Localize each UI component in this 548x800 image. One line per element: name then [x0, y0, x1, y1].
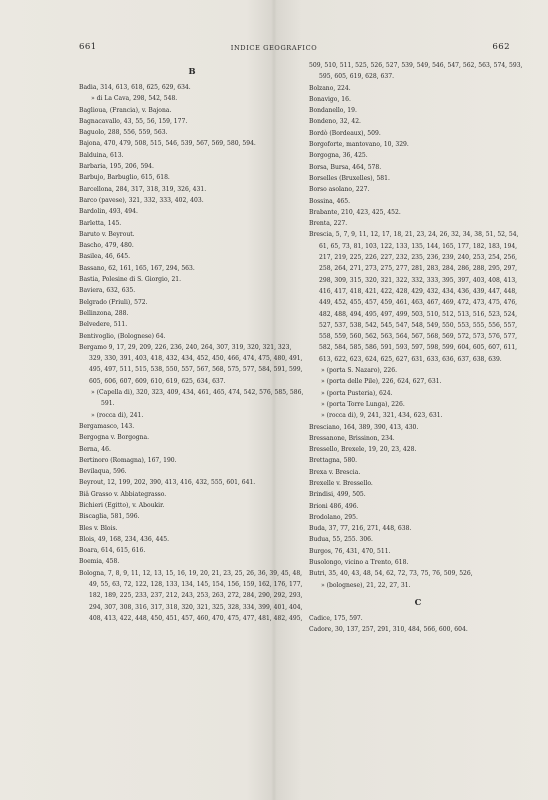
index-entry: Bondanello, 19.	[309, 107, 357, 115]
index-entry: Bergamo 9, 17, 29, 209, 226, 236, 240, 264, 307, 319, 320, 321, 323, 329, 330, 391, 403, 418, 432, 434, 452, 450, 466, 474, 475, 480, 491, 495, 497, 511, 515, 538, 550, 557, 567, 568, 575, 577, 584, 591, 599, 605, 606, 607, 609, 610, 619, 625, 634, 637.	[79, 343, 303, 385]
index-entry: Brettagna, 580.	[309, 457, 358, 465]
index-entry: Brescia, 5, 7, 9, 11, 12, 17, 18, 21, 23, 24, 26, 32, 34, 38, 51, 52, 54, 61, 65, 73, 81, 103, 122, 133, 135, 144, 165, 177, 182, 183, 194, 217, 219, 225, 226, 227, 232, 235, 236, 239, 240, 253, 254, 256, 258, 264, 271, 273, 275, 277, 281, 283, 284, 286, 288, 295, 297, 298, 309, 315, 320, 321, 322, 332, 333, 395, 397, 403, 408, 413, 416, 417, 418, 421, 422, 428, 429, 432, 434, 436, 439, 447, 448, 449, 452, 455, 457, 459, 461, 463, 467, 469, 472, 473, 475, 476, 482, 488, 494, 495, 497, 499, 503, 510, 512, 513, 516, 523, 524, 527, 537, 538, 542, 545, 547, 548, 549, 550, 553, 555, 556, 557, 558, 559, 560, 562, 563, 564, 567, 568, 569, 572, 573, 576, 577, 582, 584, 585, 586, 591, 593, 597, 598, 599, 604, 605, 607, 611, 613, 622, 623, 624, 625, 627, 631, 633, 636, 637, 638, 639.	[309, 231, 519, 363]
index-entry: Borgogna, 36, 425.	[309, 152, 368, 160]
right-entry-list-c	[309, 613, 527, 636]
index-entry: Bajona, 470, 479, 508, 515, 546, 539, 567, 569, 580, 594.	[79, 140, 256, 148]
index-entry: Bentivoglio, (Bolognese) 64.	[79, 332, 166, 340]
index-entry: Bertinoro (Romagna), 167, 190.	[79, 456, 177, 464]
index-subentry: » (porta delle Pile), 226, 624, 627, 631.	[321, 378, 442, 386]
index-subentry: » (rocca di), 241.	[91, 411, 144, 419]
index-entry: Brexelle v. Bressello.	[309, 479, 373, 487]
index-entry: Belvedere, 511.	[79, 321, 128, 329]
index-entry: Bascho, 479, 480.	[79, 242, 134, 250]
right-entry-list	[309, 60, 527, 591]
index-subentry: » (rocca di), 9, 241, 321, 434, 623, 631.	[321, 412, 443, 420]
index-subentry: » (Capella di), 320, 323, 409, 434, 461, 465, 474, 542, 576, 585, 586, 591.	[91, 389, 304, 408]
index-entry: Berna, 46.	[79, 445, 111, 453]
index-entry: Beyrout, 12, 199, 202, 390, 413, 416, 432, 555, 601, 641.	[79, 479, 256, 487]
index-entry: Brexa v. Brescia.	[309, 468, 361, 476]
section-letter-b: B	[188, 66, 196, 76]
index-entry: 509, 510, 511, 525, 526, 527, 539, 549, 546, 547, 562, 563, 574, 593, 595, 605, 619, 628, 637.	[309, 62, 523, 81]
index-entry: Bossina, 465.	[309, 197, 351, 205]
index-subentry: » di La Cava, 298, 542, 548.	[91, 95, 178, 103]
index-subentry: » (porta Torre Lunga), 226.	[321, 400, 405, 408]
index-entry: Busolongo, vicino a Trento, 618.	[309, 559, 409, 567]
index-entry: Bles v. Blois.	[79, 524, 118, 532]
page-number-right: 662	[492, 42, 510, 52]
index-entry: Bassano, 62, 161, 165, 167, 294, 563.	[79, 264, 195, 272]
index-entry: Budua, 55, 255. 306.	[309, 536, 373, 544]
index-entry: Bologna, 7, 8, 9, 11, 12, 13, 15, 16, 19, 20, 21, 23, 25, 26, 36, 39, 45, 48, 49, 55, 63, 72, 122, 128, 133, 134, 145, 154, 156, 159, 162, 176, 177, 182, 189, 225, 233, 237, 212, 243, 253, 263, 272, 284, 290, 292, 293, 294, 307, 308, 316, 317, 318, 320, 321, 325, 328, 334, 399, 401, 404, 408, 413, 422, 448, 450, 451, 457, 460, 470, 475, 477, 481, 482, 495,	[79, 569, 303, 622]
index-entry: Brabante, 210, 423, 425, 452.	[309, 208, 401, 216]
left-column	[79, 60, 305, 624]
index-entry: Burgos, 76, 431, 470, 511.	[309, 547, 391, 555]
index-entry: Borselles (Bruxelles), 581.	[309, 174, 390, 182]
index-entry: Barcellona, 284, 317, 318, 319, 326, 431.	[79, 185, 207, 193]
left-entry-list	[79, 82, 305, 624]
index-entry: Buda, 37, 77, 216, 271, 448, 638.	[309, 525, 412, 533]
index-entry: Barco (pavese), 321, 332, 333, 402, 403.	[79, 196, 204, 204]
index-subentry: » (porta Pusteria), 624.	[321, 389, 393, 397]
index-entry: Borgoforte, mantovano, 10, 329.	[309, 141, 409, 149]
index-entry: Brodolano, 295.	[309, 513, 358, 521]
index-entry: Belgrado (Friuli), 572.	[79, 298, 148, 306]
index-entry: Bressello, Brexele, 19, 20, 23, 428.	[309, 446, 417, 454]
index-entry: Bressanone, Brissinon, 234.	[309, 434, 395, 442]
section-letter-c: C	[414, 596, 422, 607]
index-entry: Balduina, 613.	[79, 151, 124, 159]
index-entry: Bresciano, 164, 389, 390, 413, 430.	[309, 423, 419, 431]
index-entry: Biâ Grasso v. Abbiategrasso.	[79, 490, 167, 498]
index-entry: Brioni 486, 496.	[309, 502, 359, 510]
index-entry: Baruto v. Beyrout.	[79, 230, 135, 238]
index-entry: Bondeno, 32, 42.	[309, 118, 361, 126]
index-entry: Basilea, 46, 645.	[79, 253, 131, 261]
right-column	[309, 60, 527, 636]
index-entry: Bichieri (Egitto), v. Aboukir.	[79, 501, 165, 509]
index-entry: Brenta, 227.	[309, 220, 348, 228]
index-entry: Boara, 614, 615, 616.	[79, 547, 146, 555]
index-entry: Badia, 314, 613, 618, 625, 629, 634.	[79, 84, 191, 91]
index-entry: Cadice, 175, 597.	[309, 614, 363, 622]
index-entry: Borso asolano, 227.	[309, 186, 370, 194]
page-number-left: 661	[79, 42, 97, 52]
index-entry: Bergogna v. Borgogna.	[79, 434, 150, 442]
index-subentry: » (porta S. Nazaro), 226.	[321, 367, 397, 375]
index-entry: Bagnacavallo, 43, 55, 56, 159, 177.	[79, 117, 188, 125]
index-entry: Bonavigo, 16.	[309, 95, 351, 103]
index-entry: Cadore, 30, 137, 257, 291, 310, 484, 566, 600, 604.	[309, 626, 468, 634]
index-entry: Bastia, Polesine di S. Giorgio, 21.	[79, 276, 182, 284]
index-subentry: » (bolognese), 21, 22, 27, 31.	[321, 581, 411, 589]
index-entry: Boemia, 458.	[79, 558, 120, 566]
running-title: INDICE GEOGRAFICO	[230, 44, 318, 52]
index-entry: Barbujo, Barbuglio, 615, 618.	[79, 174, 170, 182]
index-entry: Bardolin, 493, 494.	[79, 208, 138, 216]
index-entry: Bevilaqua, 596.	[79, 468, 127, 476]
index-entry: Baguolo, 288, 556, 559, 563.	[79, 129, 168, 137]
index-entry: Bellinzona, 288.	[79, 309, 129, 317]
index-entry: Borsa, Bursa, 464, 578.	[309, 163, 382, 171]
index-entry: Bordò (Bordeaux), 509.	[309, 129, 381, 137]
index-entry: Barbaria, 195, 206, 594.	[79, 163, 154, 171]
index-entry: Baviera, 632, 635.	[79, 287, 136, 295]
index-entry: Bergamasco, 143.	[79, 422, 135, 430]
index-entry: Bolzano, 224.	[309, 84, 351, 92]
index-entry: Biscaglia, 581, 596.	[79, 513, 140, 521]
index-entry: Barletta, 145.	[79, 219, 122, 227]
index-entry: Baglioua, (Francia), v. Bajona.	[79, 106, 172, 114]
index-entry: Brindisi, 499, 505.	[309, 491, 366, 499]
index-entry: Blois, 49, 168, 234, 436, 445.	[79, 535, 170, 543]
index-entry: Butri, 35, 40, 43, 48, 54, 62, 72, 73, 75, 76, 509, 526,	[309, 570, 473, 578]
